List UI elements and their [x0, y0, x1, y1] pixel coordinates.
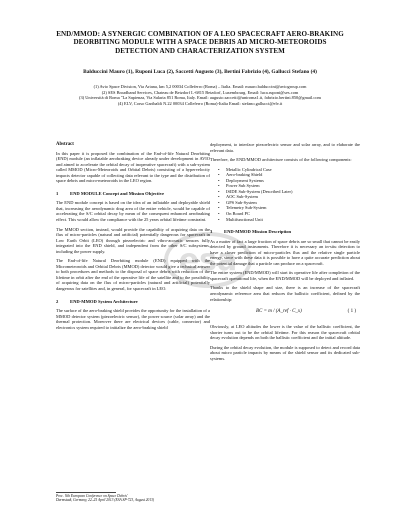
section-title: END MODULE Concept and Mission Objective [70, 190, 165, 196]
section-title: END-MMOD System Architecture [70, 298, 138, 304]
section-heading-2 [56, 299, 210, 305]
footnote-line: Darmstadt, Germany, 22–25 April 2013 (ESA SP-723, August 2013) [56, 498, 155, 503]
affiliation-3: (3) Università di Roma "La Sapienza, Via Salaria 851 Roma, Italy. Email: augusto.saccetti@uniroma1.it, fabrizio.bertini.850@gmail.com [79, 95, 321, 101]
left-column [56, 142, 210, 334]
abstract-text: In this paper it is proposed the combination of the End-of-life Natural Deorbiting (END) module (an inflatable aerobraking device already under development in AVIO and aimed to accelerate the orbital decay of inoperative spacecraft) with a sub-system called MMOD (Micro-Meteoroids and Orbital Debris) consisting of a hypervelocity impacts detector capable of collecting data relevant to the type and the distribution of space debris and micro-meteoroids in the LEO region. [56, 150, 210, 184]
paragraph: During the orbital decay evolution, the module is supposed to detect and record data about micro particle impacts by means of the shield sensor and its dedicated sub-systems. [210, 344, 360, 361]
section-number: 1 [56, 190, 59, 196]
component-list [210, 167, 360, 222]
section-heading-3 [210, 229, 360, 235]
paragraph: Therefore, the END/MMOD architecture consists of the following components: [210, 157, 352, 163]
list-item: • Metallic Cylindrical Case [226, 167, 360, 173]
equation-1 [210, 308, 360, 318]
list-item: • Multifunctional Unit [226, 217, 360, 223]
paragraph: Thanks to the shield shape and size, there is an increase of the spacecraft aerodynamic reference area that reduces the ballistic coefficient, defined by the relationship: [210, 285, 360, 302]
equation-expression: BC = m / (A_ref · C_x) [256, 309, 302, 315]
right-column [210, 142, 360, 365]
watermark-text: esa [178, 243, 238, 278]
list-item: • AOC Sub-System [226, 194, 360, 200]
affiliations [56, 84, 344, 106]
equation-number: ( 1 ) [347, 309, 356, 315]
list-item: • ISIDE Sub-System (Described Later) [226, 189, 360, 195]
list-item: • Telemetry Sub-System [226, 205, 360, 211]
section-title: END-MMOD Mission Description [224, 229, 292, 235]
list-item: • Deployment Systems [226, 178, 360, 184]
paragraph: The MMOD section, instead, would provide the capability of acquiring data on the flux of micro-particles (natural and artificial) potentially dangerous for spacecraft in Low Earth Orbit (LEO) through piezoelectric and vibro-acoustic sensors fully integrated into the END shield, and independent from the other S/C subsystems, including the power supply. [56, 226, 210, 254]
paragraph: Obviously, at LEO altitudes the lower is the value of the ballistic coefficient, the shorter turns out to be the orbital lifetime. For this reason the spacecraft orbital decay evolution depends on both the ballistic coefficient and the initial altitude. [210, 324, 360, 341]
affiliation-1: (1) Avio Space Division, Via Ariana, km 5,2 00034 Colleferro (Roma) – Italia. Email: mauro.balduccini@aviogroup.com [93, 84, 307, 89]
author-list: Balduccini Mauro (1), Ruponi Luca (2), Saccetti Augusto (3), Bertini Fabrizio (4), Gallucci Stefano (4) [83, 69, 317, 75]
footnote [56, 494, 256, 503]
section-number: 2 [56, 298, 59, 304]
paragraph: As a matter of fact a large fraction of space debris are so small that cannot be easily detected by ground instruments. Therefore it is necessary an in-situ detection to have a closer prediction of micro-particles flux and the relative single particle energy, since with these data it is possible to have a quite accurate prediction about the potential damage that a particle can produce on a spacecraft. [210, 238, 360, 266]
paper-title: END/MMOD: A SYNERGIC COMBINATION OF A LEO SPACECRAFT AERO-BRAKING DEORBITING MODULE WITH A SPACE DEBRIS AD MICRO-METEOROIDS DETECTION AND CHARACTERIZATION SYSTEM [56, 30, 344, 55]
affiliation-4: (4) ELV, Corso Garibaldi N.22 00034 Colleferro (Roma)-Italia Email: stefano.gallucci@elv.it [117, 100, 283, 106]
list-item: • Power Sub System [226, 183, 360, 189]
list-item: • On Board PC [226, 211, 360, 217]
footnote-line: Proc. '6th European Conference on Space Debris' [56, 494, 128, 498]
section-heading-1 [56, 191, 210, 197]
section-number: 3 [210, 229, 213, 235]
list-item: • GPS Sub-System [226, 200, 360, 206]
paragraph: The End-of-life Natural Deorbiting module (END) equipped with the Micrometeoroids and Orbital Debris (MMOD) detector would give a technical answer to both procedures and methods to the disposal of space debris with reduction of the lifetime in orbit after the end of the operative life of the satellite and to the possibility of acquiring data on the flux of micro-particles (natural and artificial) potentially dangerous for satellites and, in general, for spacecraft in LEO. [56, 258, 210, 292]
paragraph: deployment, to interface piezoelectric sensor and solar array, and to elaborate the relevant data. [210, 142, 360, 153]
paragraph: The surface of the aero-braking shield provides the opportunity for the installation of a MMOD detector system (piezoelectric sensor), the power source (solar array) and the thermal protection. Moreover there are electrical devices (cable, connector) and electronics system required to initialize the aero-braking shield [56, 308, 210, 330]
paragraph: The END module concept is based on the idea of an inflatable and deployable shield that, increasing the aerodynamic drag area of the entire vehicle, would be capable of accelerating the S/C orbital decay by mean of the consequent enhanced aerobraking effect. This would allow the compliance with the 25 years orbital lifetime constraint. [56, 200, 210, 223]
affiliation-2: (2) SES Broadband Services, Chateau de Betzdorf L-6815 Betzdorf, Luxembourg. Email: luca.ruponi@ses.com [101, 89, 299, 95]
footnote-rule [56, 492, 116, 493]
list-item: • Aero-braking Shield [226, 172, 360, 178]
paragraph: The entire system (END/MMOD) will start its operative life after completion of the spacecraft operational life, when the END/MMOD will be deployed and inflated. [210, 270, 360, 281]
abstract-heading: Abstract [56, 142, 74, 147]
